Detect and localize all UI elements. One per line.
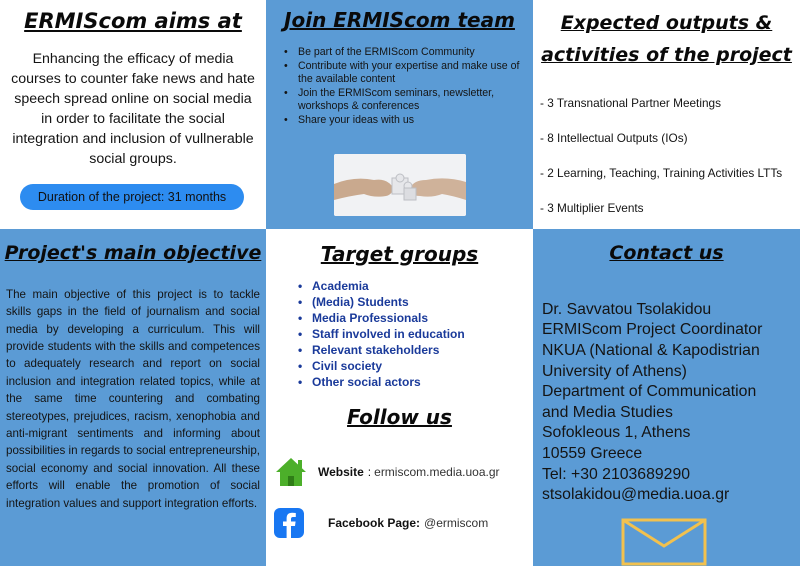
- join-title: Join ERMIScom team: [284, 8, 515, 32]
- aims-panel: [0, 0, 266, 229]
- target-item: • (Media) Students: [298, 294, 533, 310]
- facebook-row[interactable]: [274, 508, 488, 538]
- outputs-panel: [533, 0, 800, 229]
- objective-text: The main objective of this project is to tackle skills gaps in the field of journalism and social media by developing a curriculum. This will provide students with the skills and competences to adequately research and report on social inclusion and integration related topics, while at the same time countering and combating stereotypes, prejudices, racism, xenophobia and anti-migrant sentiments and informing about possibilities in regards to social entrepreneurship, social economy and social innovation. All these efforts will enable the promotion of social integration values and support integration efforts.: [6, 287, 260, 510]
- contact-line: NKUA (National & Kapodistrian: [542, 341, 760, 359]
- contact-line: Tel: +30 2103689290: [542, 465, 691, 483]
- output-item: - 8 Intellectual Outputs (IOs): [540, 131, 688, 145]
- target-item: • Media Professionals: [298, 310, 533, 326]
- target-item: • Academia: [298, 278, 533, 294]
- target-item: • Relevant stakeholders: [298, 342, 533, 358]
- follow-title: Follow us: [347, 405, 452, 429]
- aims-text: Enhancing the efficacy of media courses to counter fake news and hate speech spread online on social media in order to facilitate the social integration and inclusion of vullnerable social groups.: [11, 51, 255, 168]
- join-item: • Join the ERMIScom seminars, newsletter, workshops & conferences: [284, 87, 523, 114]
- output-item: - 3 Transnational Partner Meetings: [540, 96, 721, 110]
- contact-title: Contact us: [609, 242, 724, 264]
- target-panel: [266, 229, 533, 566]
- facebook-link[interactable]: @ermiscom: [424, 516, 489, 530]
- contact-line: Department of Communication: [542, 383, 757, 401]
- contact-line: Dr. Savvatou Tsolakidou: [542, 300, 712, 318]
- home-icon: [274, 455, 308, 489]
- join-panel: [266, 0, 533, 229]
- outputs-title: Expected outputs & activities of the project: [541, 12, 792, 66]
- contact-line: University of Athens): [542, 362, 687, 380]
- facebook-icon: [274, 508, 304, 538]
- facebook-label: Facebook Page:: [328, 516, 421, 530]
- target-item: • Staff involved in education: [298, 326, 533, 342]
- objective-panel: [0, 229, 266, 566]
- contact-details: [533, 300, 800, 506]
- duration-badge: Duration of the project: 31 months: [20, 184, 244, 210]
- website-row[interactable]: [274, 455, 500, 489]
- contact-line: ERMIScom Project Coordinator: [542, 321, 763, 339]
- output-item: - 3 Multiplier Events: [540, 201, 644, 215]
- hands-puzzle-image: [334, 154, 466, 216]
- outputs-list: [533, 96, 800, 215]
- output-item: - 2 Learning, Teaching, Training Activities LTTs: [540, 166, 783, 180]
- join-item: • Contribute with your expertise and make use of the available content: [284, 60, 523, 87]
- contact-line: and Media Studies: [542, 403, 673, 421]
- target-list: [266, 278, 533, 390]
- envelope-icon: [621, 518, 707, 566]
- objective-title: Project's main objective: [4, 242, 262, 264]
- aims-title: ERMIScom aims at: [24, 9, 242, 33]
- join-item: • Share your ideas with us: [284, 114, 523, 128]
- website-sep: :: [367, 465, 372, 479]
- contact-panel: [533, 229, 800, 566]
- contact-line: 10559 Greece: [542, 444, 643, 462]
- contact-line: Sofokleous 1, Athens: [542, 424, 691, 442]
- target-item: • Other social actors: [298, 374, 533, 390]
- target-title: Target groups: [320, 242, 479, 266]
- join-item: • Be part of the ERMIScom Community: [284, 46, 523, 60]
- contact-email[interactable]: stsolakidou@media.uoa.gr: [542, 486, 730, 504]
- website-link[interactable]: ermiscom.media.uoa.gr: [374, 465, 500, 479]
- target-item: • Civil society: [298, 358, 533, 374]
- join-list: [266, 46, 533, 128]
- website-label: Website: [318, 465, 364, 479]
